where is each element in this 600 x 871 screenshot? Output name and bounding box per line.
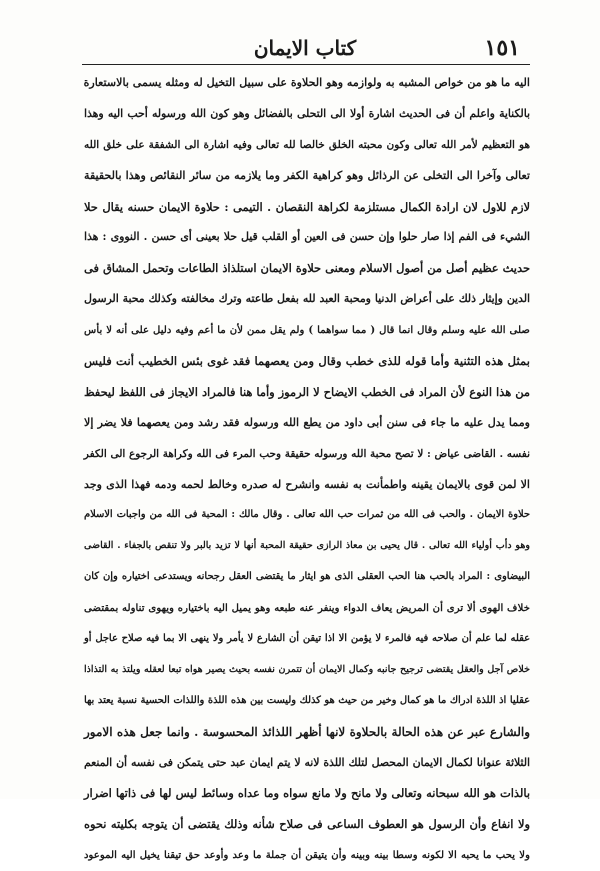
text-line: خلاف الهوى ألا ترى أن المريض يعاف الدواء وينفر عنه طبعه وهو يميل اليه باختياره ويهوى تناوله بمقتضى: [84, 602, 530, 615]
text-line: ولا يحب ما يحبه الا لكونه وسطا بينه وبينه وأن يتيقن أن جملة ما وعد وأوعد حق تيقنا يخيل اليه الموعود: [84, 849, 530, 862]
text-line: والشارع عبر عن هذه الحالة بالحلاوة لانها أظهر اللذائذ المحسوسة . وانما جعل هذه الامور: [84, 724, 530, 739]
text-line: نفسه . القاضى عياض : لا تصح محبة الله ورسوله حقيقة وحب المرء فى الله وكراهة الرجوع الى الكفر: [83, 447, 530, 460]
text-line: الدين وإيثار ذلك على أعراض الدنيا ومحبة العبد لله بفعل طاعته وترك مخالفته وكذلك محبة الرسول: [84, 292, 530, 306]
page-header: [90, 34, 520, 62]
text-line: بالذات هو الله سبحانه وتعالى ولا مانح ولا مانع سواه وما عداه وسائط ليس لها فى ذاتها اضرار: [84, 786, 530, 801]
text-line: هو التعظيم لأمر الله تعالى وكون محبته الخلق خالصا لله تعالى وفيه اشارة الى الشفقة على خلق الله: [84, 138, 530, 151]
text-line: الشيء فى الفم إذا صار حلوا وإن حسن فى العين أو القلب قيل حلا بعينى أى حسن . النووى : هذا: [84, 230, 530, 244]
text-line: البيضاوى : المراد بالحب هنا الحب العقلى الذى هو ايثار ما يقتضى العقل رجحانه ويستدعى اختياره وإن كان: [84, 571, 530, 583]
text-line: الثلاثة عنوانا لكمال الايمان المحصل لتلك اللذة لانه لا يتم ايمان عبد حتى يتمكن فى نفسه أن المنعم: [84, 755, 530, 769]
text-line: لازم للاول لان ارادة الكمال مستلزمة لكراهة النقصان . التيمى : حلاوة الايمان حسنه يقال حلا: [84, 199, 530, 214]
text-line: حديث عظيم أصل من أصول الاسلام ومعنى حلاوة الايمان استلذاذ الطاعات وتحمل المشاق فى: [84, 261, 530, 276]
text-line: حلاوة الايمان . والحب فى الله من ثمرات حب الله تعالى . وقال مالك : المحبة فى الله من واجبات الاسلام: [84, 509, 530, 521]
text-line: بمثل هذه التثنية وأما قوله للذى خطب وقال ومن يعصهما فقد غوى بئس الخطيب أنت فليس: [84, 354, 530, 369]
text-line: وهو دأب أولياء الله تعالى . قال يحيى بن معاذ الرازى حقيقة المحبة أنها لا تزيد بالبر ولا تنقص بالجفاء . القاضى: [84, 540, 530, 552]
text-line: صلى الله عليه وسلم وقال انما قال ( مما سواهما ) ولم يقل ممن لأن ما أعم وفيه دليل على أنه لا بأس: [84, 324, 530, 337]
text-line: عقله لما علم أن صلاحه فيه فالمرء لا يؤمن الا اذا تيقن أن الشارع لا يأمر ولا ينهى الا بما فيه صلاح عاجل أو: [84, 633, 530, 645]
text-line: خلاص آجل والعقل يقتضى ترجيح جانبه وكمال الايمان أن تتمرن نفسه بحيث يصير هواه تبعا لعقله ويلتذ به التذاذا: [84, 663, 530, 675]
text-line: الا لمن قوى بالايمان يقينه واطمأنت به نفسه وانشرح له صدره وخالط لحمه ودمه فهذا الذى وجد: [84, 477, 530, 491]
body-text: [84, 68, 530, 871]
text-line: اليه ما هو من خواص المشبه به ولوازمه وهو الحلاوة على سبيل التخيل له ومثله يسمى بالاستعارة: [83, 76, 530, 89]
text-line: ومما يدل عليه ما جاء فى سنن أبى داود من يطع الله ورسوله فقد رشد ومن يعصهما فلا يضر إلا: [84, 415, 530, 429]
header-rule: [82, 64, 530, 65]
text-line: بالكناية واعلم أن فى الحديث اشارة أولا الى التحلى بالفضائل وهو كون الله ورسوله أحب اليه وهذا: [84, 106, 530, 120]
text-line: من هذا النوع لأن المراد فى الخطب الايضاح لا الرموز وأما هنا فالمراد الايجاز فى اللفظ ليحفظ: [84, 384, 530, 399]
page-number: ١٥١: [484, 35, 520, 61]
text-line: ولا انفاع وأن الرسول هو العطوف الساعى فى صلاح شأنه وذلك يقتضى أن يتوجه بكليته نحوه: [84, 817, 530, 832]
running-title: كتاب الايمان: [253, 36, 357, 60]
text-line: تعالى وآخرا الى التخلى عن الرذائل وهو كراهية الكفر وما يلازمه من سائر النقائص وهذا بالحقيقة: [84, 168, 530, 182]
text-line: عقليا اذ اللذة ادراك ما هو كمال وخير من حيث هو كذلك وليست بين هذه اللذة واللذات الحسية نسبة يعتد بها: [84, 694, 530, 706]
